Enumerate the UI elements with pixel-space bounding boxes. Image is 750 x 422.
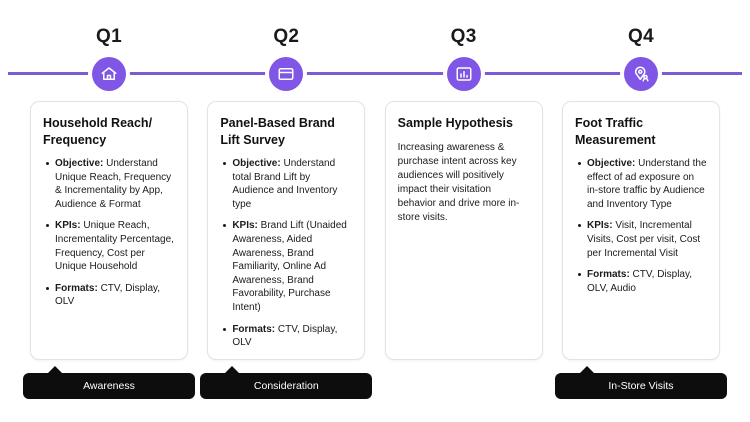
card-q1 (30, 101, 188, 360)
timeline-node-q3[interactable] (447, 57, 481, 91)
bullet-text: CTV, Display, OLV (232, 323, 338, 349)
quarter-label-q2: Q2 (273, 26, 300, 47)
home-icon (100, 65, 118, 83)
card-bullets-q4 (575, 157, 707, 295)
bullet-label: Formats: (586, 269, 630, 281)
list-item (55, 219, 175, 273)
bullet-label: KPIs: (232, 220, 258, 232)
card-title-q3: Sample Hypothesis (397, 116, 513, 130)
bullet-label: Formats: (55, 282, 98, 294)
stage-tag-label: Awareness (83, 380, 135, 392)
card-q4 (562, 101, 720, 360)
card-bullets-q2 (220, 157, 352, 350)
list-item (232, 219, 352, 314)
list-item (587, 268, 707, 295)
timeline-node-q2[interactable] (269, 57, 303, 91)
card-bullets-q1 (43, 157, 175, 309)
bullet-text: Brand Lift (Unaided Awareness, Aided Awareness, Brand Familiarity, Online Ad Awareness, Brand Favorability, Purchase Intent) (232, 220, 347, 313)
bullet-label: KPIs: (55, 220, 81, 232)
survey-card-icon (277, 65, 295, 83)
card-paragraph-q3: Increasing awareness & purchase intent across key audiences will positively impact their visitation behavior and drive more in-store visits. (397, 141, 520, 224)
bullet-text: CTV, Display, OLV, Audio (586, 269, 693, 294)
stage-tag-label: Consideration (253, 380, 319, 392)
stage-tag-q4 (555, 373, 727, 399)
timeline-column-q1 (30, 0, 188, 422)
timeline-column-q4 (562, 0, 720, 422)
bullet-label: Formats: (232, 323, 276, 335)
card-q2 (207, 101, 365, 360)
bullet-text: CTV, Display, OLV (55, 282, 161, 308)
timeline-column-q3 (385, 0, 543, 422)
bullet-text: Understand the effect of ad exposure on in-store traffic by Audience and Inventory Type (586, 158, 707, 210)
quarter-label-q4: Q4 (628, 26, 654, 47)
timeline-node-q1[interactable] (92, 57, 126, 91)
quarter-label-q1: Q1 (96, 26, 122, 47)
list-item (587, 157, 707, 211)
bullet-text: Unique Reach, Incrementality Percentage, Frequency, Cost per Unique Household (55, 220, 174, 273)
stage-tag-label: In-Store Visits (608, 380, 674, 392)
list-item (587, 219, 707, 260)
card-q3 (385, 101, 543, 360)
stage-tag-q2 (200, 373, 372, 399)
list-item (55, 157, 175, 211)
stage-tag-q1 (23, 373, 195, 399)
quarter-label-q3: Q3 (450, 26, 477, 47)
bullet-text: Understand Unique Reach, Frequency & Incrementality by App, Audience & Format (55, 158, 172, 210)
card-title-q4: Foot Traffic Measurement (574, 116, 656, 147)
bullet-label: Objective: (55, 158, 104, 169)
card-title-q2: Panel-Based Brand Lift Survey (220, 116, 335, 147)
list-item (232, 323, 352, 350)
bullet-label: Objective: (586, 158, 636, 169)
bullet-label: Objective: (232, 158, 281, 169)
location-pin-people-icon (632, 65, 650, 83)
timeline-node-q4[interactable] (624, 57, 658, 91)
list-item (55, 282, 175, 309)
bullet-label: KPIs: (586, 220, 613, 232)
chart-bars-icon (455, 65, 473, 83)
timeline-column-q2 (207, 0, 365, 422)
list-item (232, 157, 352, 211)
card-title-q1: Household Reach/ Frequency (43, 116, 153, 147)
bullet-text: Visit, Incremental Visits, Cost per visit, Cost per Incremental Visit (586, 220, 701, 259)
bullet-text: Understand total Brand Lift by Audience and Inventory type (232, 158, 338, 210)
